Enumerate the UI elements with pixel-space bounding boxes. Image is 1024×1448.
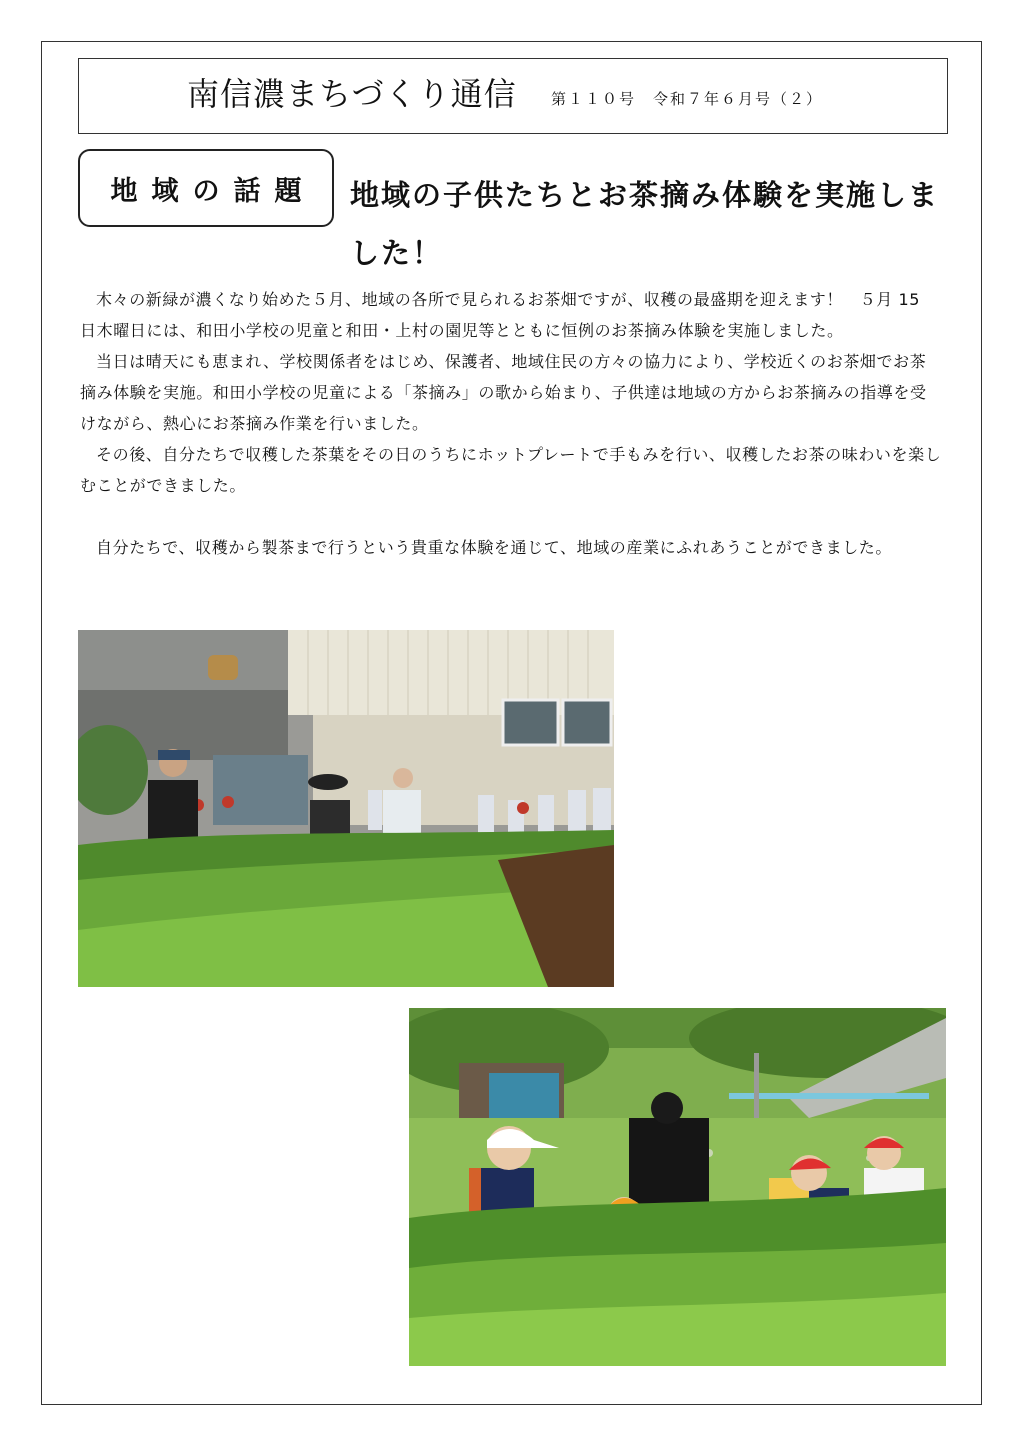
newsletter-header	[78, 58, 948, 134]
tea-picking-photo-2	[409, 1008, 946, 1366]
article-body	[80, 284, 942, 563]
topic-badge	[78, 149, 334, 227]
paragraph: その後、自分たちで収穫した茶葉をその日のうちにホットプレートで手もみを行い、収穫したお茶の味わいを楽しむことができました。	[80, 445, 942, 495]
newsletter-title: 南信濃まちづくり通信	[187, 75, 517, 113]
topic-badge-label: 地域の話題	[110, 175, 316, 207]
paragraph: 木々の新緑が濃くなり始めた５月、地域の各所で見られるお茶畑ですが、収穫の最盛期を迎えます！ ５月 15 日木曜日には、和田小学校の児童と和田・上村の園児等とともに恒例のお茶摘み体験を実施しました。	[80, 290, 921, 340]
tea-picking-photo-1	[78, 630, 614, 987]
issue-info: 第１１０号 令和７年６月号（２）	[551, 90, 824, 108]
paragraph-gap	[80, 501, 942, 532]
article-headline: 地域の子供たちとお茶摘み体験を実施しました！	[350, 178, 940, 270]
paragraph: 当日は晴天にも恵まれ、学校関係者をはじめ、保護者、地域住民の方々の協力により、学校近くのお茶畑でお茶摘み体験を実施。和田小学校の児童による「茶摘み」の歌から始まり、子供達は地域の方からお茶摘みの指導を受けながら、熱心にお茶摘み作業を行いました。	[80, 352, 927, 433]
paragraph: 自分たちで、収穫から製茶まで行うという貴重な体験を通じて、地域の産業にふれあうことができました。	[96, 538, 893, 557]
